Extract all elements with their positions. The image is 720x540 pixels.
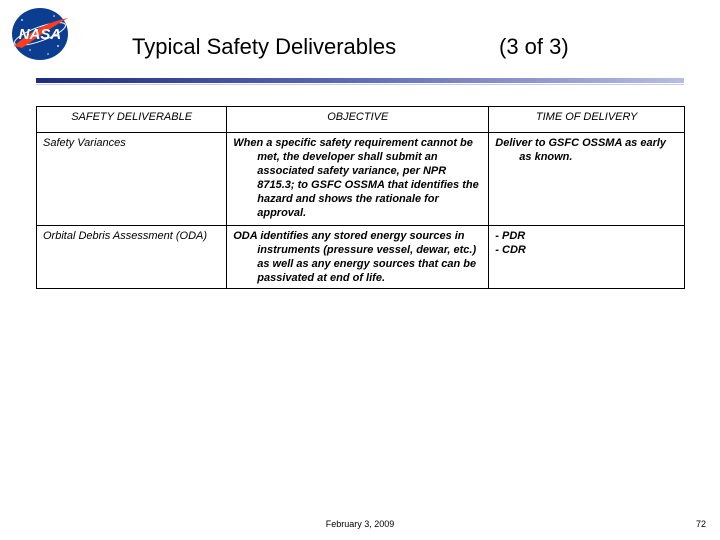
page-title: Typical Safety Deliverables [132,34,397,59]
deliverable-cell: Orbital Debris Assessment (ODA) [37,226,227,289]
page-title-part: (3 of 3) [499,34,569,59]
column-header-objective: OBJECTIVE [227,107,489,133]
list-item: - CDR [495,244,526,256]
delivery-cell [489,226,685,289]
title-rule [36,78,684,83]
delivery-cell: Deliver to GSFC OSSMA as early as known. [489,133,685,226]
list-item: - PDR [495,230,526,242]
page-number: 72 [695,519,706,529]
table-header-row [37,107,685,133]
column-header-delivery: TIME OF DELIVERY [489,107,685,133]
title-rule-shadow [36,84,684,85]
nasa-logo [8,6,72,62]
deliverables-table [36,106,685,289]
objective-cell: When a specific safety requirement cannot be met, the developer shall submit an associated safety variance, per NPR 8715.3; to GSFC OSSMA that identifies the hazard and shows the rationale for approval. [227,133,489,226]
table-row [37,226,685,289]
table-row [37,133,685,226]
footer-date: February 3, 2009 [325,519,395,529]
objective-cell: ODA identifies any stored energy sources in instruments (pressure vessel, dewar, etc.) as well as any energy sources that can be passivated at end of life. [227,226,489,289]
column-header-deliverable: SAFETY DELIVERABLE [37,107,227,133]
delivery-milestone-list [495,229,678,257]
nasa-meatball-logo-icon [8,6,72,62]
deliverable-cell: Safety Variances [37,133,227,226]
svg-text:NASA: NASA [18,26,62,43]
